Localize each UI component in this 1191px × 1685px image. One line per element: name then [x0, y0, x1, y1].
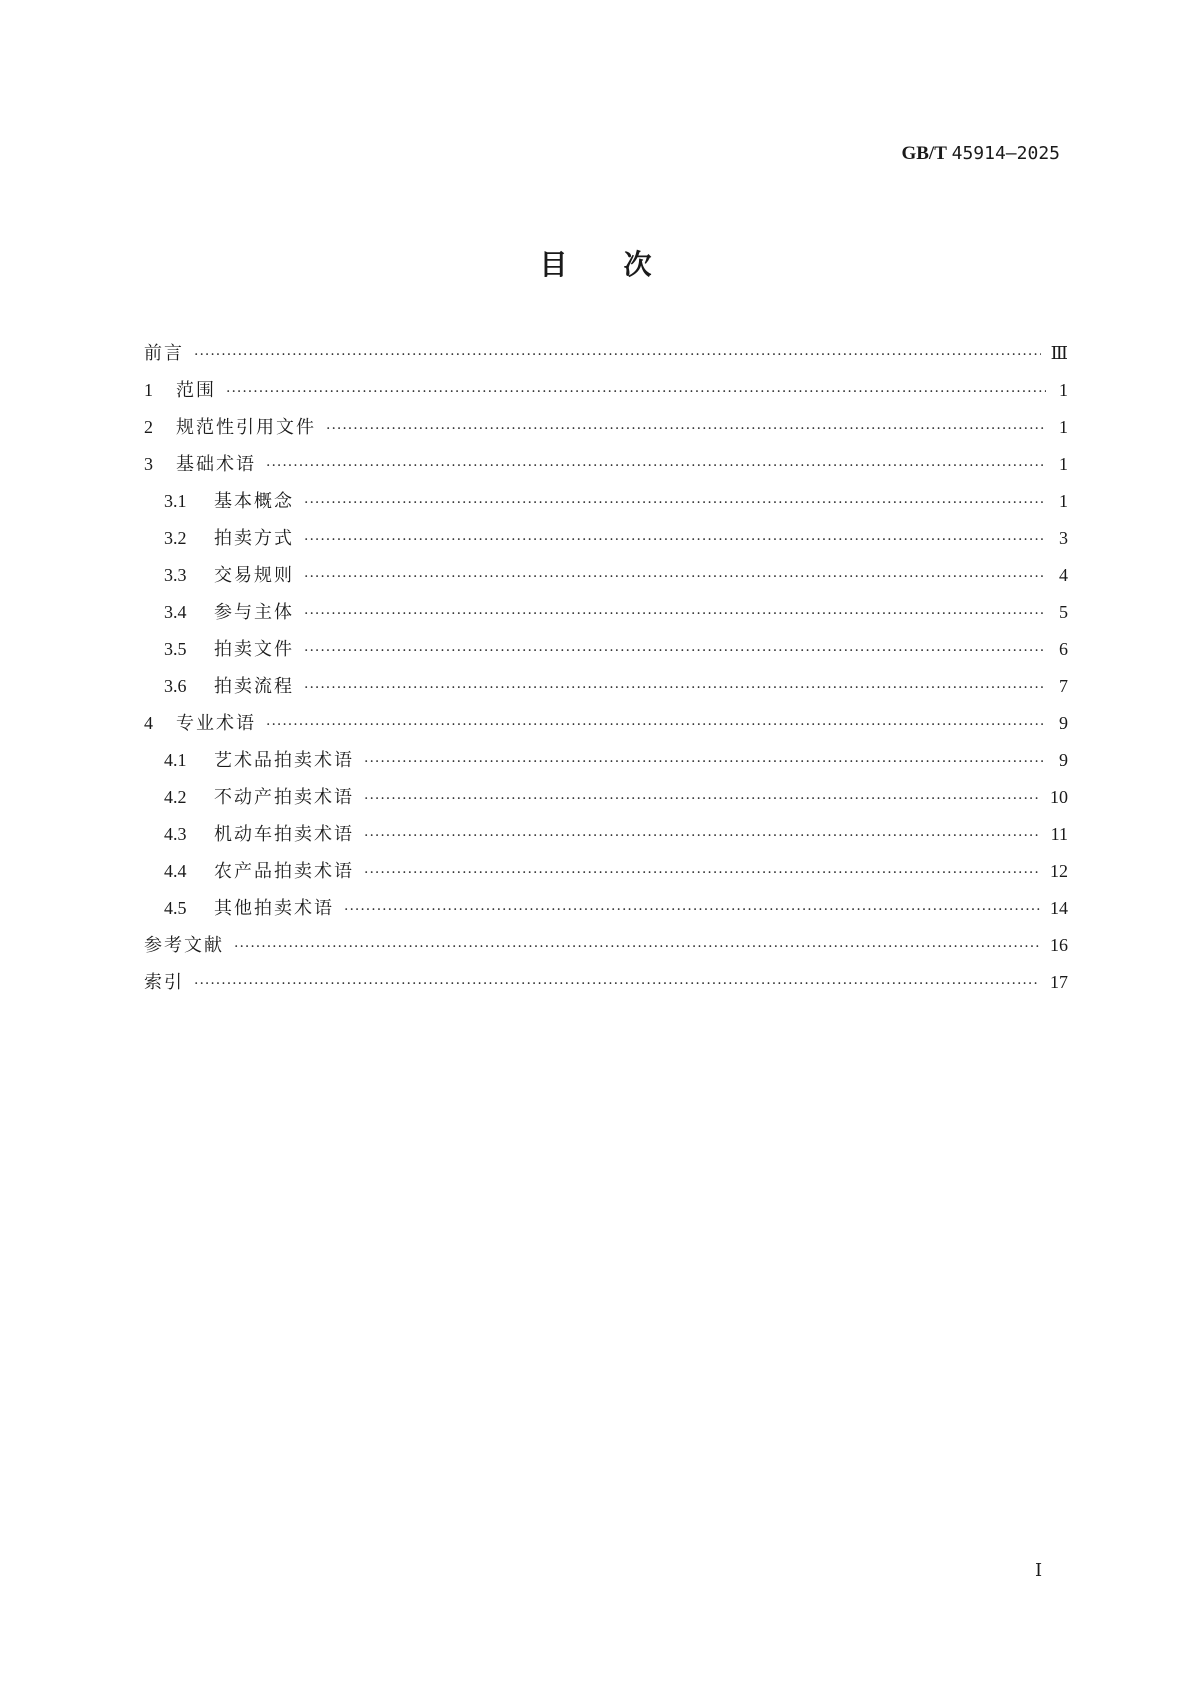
page-number: Ⅰ [1035, 1560, 1043, 1580]
toc-dot-leader [326, 421, 1046, 437]
toc-entry-number: 3.1 [164, 491, 187, 511]
toc-entry[interactable] [144, 820, 1068, 857]
toc-entry[interactable] [144, 894, 1068, 931]
toc-dot-leader [266, 717, 1046, 733]
toc-entry-number: 3.6 [164, 676, 187, 696]
toc-entry-page: 14 [1050, 898, 1068, 918]
toc-entry[interactable] [144, 635, 1068, 672]
toc-dot-leader [344, 902, 1040, 918]
toc-dot-leader [304, 606, 1046, 622]
toc-entry-title: 前言 [144, 343, 184, 364]
toc-entry-page: 1 [1059, 380, 1068, 400]
toc-entry-title: 基本概念 [214, 491, 294, 512]
toc-entry[interactable] [144, 746, 1068, 783]
toc-entry[interactable] [144, 783, 1068, 820]
toc-entry-title: 基础术语 [176, 454, 256, 475]
standard-code [901, 143, 1060, 165]
toc-entry-title: 参与主体 [214, 602, 294, 623]
toc-entry-title: 拍卖流程 [214, 676, 294, 697]
toc-entry[interactable] [144, 857, 1068, 894]
toc-entry-page: 11 [1050, 824, 1068, 844]
toc-entry-page: 9 [1059, 713, 1068, 733]
toc-entry[interactable] [144, 487, 1068, 524]
toc-dot-leader [304, 680, 1046, 696]
toc-dot-leader [304, 495, 1046, 511]
toc-entry-title: 专业术语 [176, 713, 256, 734]
toc-entry[interactable] [144, 524, 1068, 561]
toc-entry-title: 索引 [144, 972, 184, 993]
toc-entry[interactable] [144, 598, 1068, 635]
toc-entry-number: 3.5 [164, 639, 187, 659]
toc-entry-page: 4 [1059, 565, 1068, 585]
toc-entry[interactable] [144, 376, 1068, 413]
toc-dot-leader [364, 791, 1040, 807]
toc-entry-page: 1 [1059, 454, 1068, 474]
toc-entry-page: 12 [1050, 861, 1068, 881]
toc-entry-page: 10 [1050, 787, 1068, 807]
toc-dot-leader [226, 384, 1046, 400]
toc-entry-page: 7 [1059, 676, 1068, 696]
toc-entry[interactable] [144, 709, 1068, 746]
toc-dot-leader [266, 458, 1046, 474]
toc-dot-leader [304, 569, 1046, 585]
toc-entry-title: 交易规则 [214, 565, 294, 586]
toc-entry[interactable] [144, 968, 1068, 1005]
toc-entry[interactable] [144, 450, 1068, 487]
toc-entry-page: 6 [1059, 639, 1068, 659]
toc-dot-leader [304, 643, 1046, 659]
toc-entry-page: 1 [1059, 417, 1068, 437]
toc-entry-page: 9 [1059, 750, 1068, 770]
toc-entry-title: 规范性引用文件 [176, 417, 316, 438]
toc-dot-leader [194, 347, 1041, 363]
toc-dot-leader [194, 976, 1040, 992]
toc-entry-number: 4.1 [164, 750, 187, 770]
toc-dot-leader [304, 532, 1046, 548]
toc-entry[interactable] [144, 931, 1068, 968]
toc-dot-leader [364, 828, 1041, 844]
table-of-contents [144, 339, 1068, 1005]
toc-entry-number: 3.2 [164, 528, 187, 548]
toc-entry-number: 4.2 [164, 787, 187, 807]
toc-entry[interactable] [144, 561, 1068, 598]
toc-entry-title: 参考文献 [144, 935, 224, 956]
toc-entry-title: 其他拍卖术语 [214, 898, 334, 919]
toc-entry-number: 4.3 [164, 824, 187, 844]
toc-entry-title: 拍卖文件 [214, 639, 294, 660]
toc-entry-number: 4.5 [164, 898, 187, 918]
toc-dot-leader [364, 754, 1046, 770]
toc-entry-page: 16 [1050, 935, 1068, 955]
toc-entry[interactable] [144, 413, 1068, 450]
toc-entry-page: 3 [1059, 528, 1068, 548]
toc-entry-number: 1 [144, 380, 153, 400]
toc-entry-number: 3 [144, 454, 153, 474]
toc-entry-page: Ⅲ [1050, 343, 1068, 363]
toc-entry-title: 不动产拍卖术语 [214, 787, 354, 808]
toc-entry-title: 范围 [176, 380, 216, 401]
toc-entry-page: 1 [1059, 491, 1068, 511]
standard-prefix: GB/T [901, 143, 947, 164]
standard-number: 45914—2025 [951, 143, 1060, 164]
toc-entry-number: 2 [144, 417, 153, 437]
page-title: 目次 [539, 248, 708, 281]
toc-entry-page: 5 [1059, 602, 1068, 622]
toc-dot-leader [364, 865, 1040, 881]
toc-entry-title: 农产品拍卖术语 [214, 861, 354, 882]
toc-entry-number: 3.3 [164, 565, 187, 585]
toc-entry-number: 3.4 [164, 602, 187, 622]
toc-entry-title: 机动车拍卖术语 [214, 824, 354, 845]
toc-entry-title: 拍卖方式 [214, 528, 294, 549]
toc-entry-page: 17 [1050, 972, 1068, 992]
toc-dot-leader [234, 939, 1040, 955]
toc-entry[interactable] [144, 672, 1068, 709]
toc-entry-title: 艺术品拍卖术语 [214, 750, 354, 771]
toc-entry-number: 4 [144, 713, 153, 733]
toc-entry-number: 4.4 [164, 861, 187, 881]
toc-entry[interactable] [144, 339, 1068, 376]
